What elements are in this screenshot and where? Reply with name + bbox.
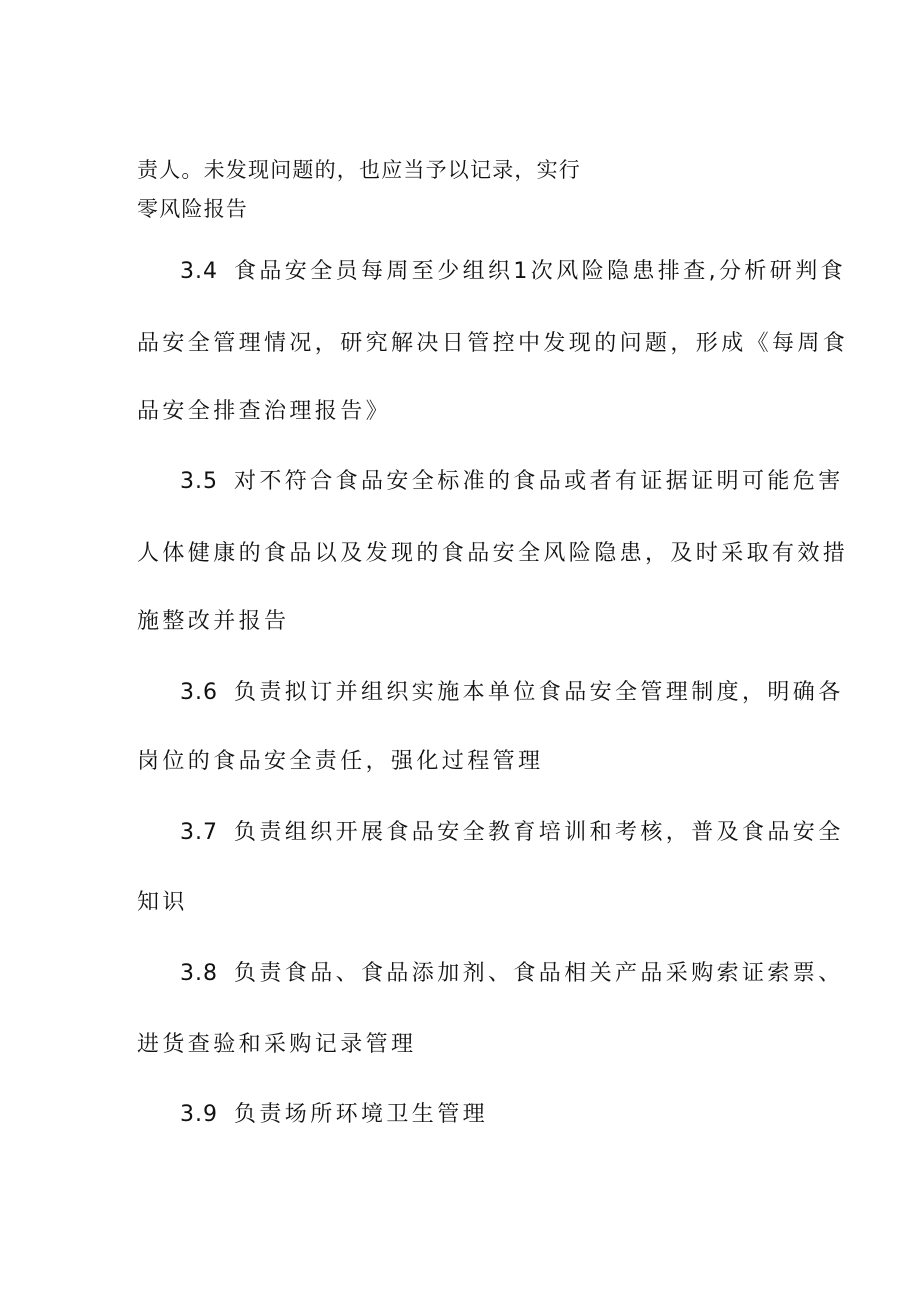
clause-text: 负责食品、食品添加剂、食品相关产品采购索证索票、 xyxy=(234,961,844,986)
clause-text: 对不符合食品安全标准的食品或者有证据证明可能危害 xyxy=(234,469,844,494)
clause-3-7-line-2: 知识 xyxy=(137,890,188,915)
clause-3-5-line-1 xyxy=(180,468,844,496)
clause-3-6-line-2: 岗位的食品安全责任，强化过程管理 xyxy=(137,749,544,774)
intro-line-2: 零风险报告 xyxy=(137,197,248,221)
clause-number: 3.4 xyxy=(180,259,218,284)
clause-number: 3.8 xyxy=(180,961,218,986)
clause-3-4-line-2: 品安全管理情况，研究解决日管控中发现的问题，形成《每周食 xyxy=(137,331,849,356)
clause-3-5-line-3: 施整改并报告 xyxy=(137,609,290,634)
clause-number: 3.9 xyxy=(180,1102,218,1127)
clause-text: 食品安全员每周至少组织1次风险隐患排查,分析研判食 xyxy=(234,259,846,284)
clause-3-6-line-1 xyxy=(180,679,844,707)
clause-3-9-line-1 xyxy=(180,1101,488,1129)
clause-text: 负责拟订并组织实施本单位食品安全管理制度，明确各 xyxy=(234,680,844,705)
clause-3-7-line-1 xyxy=(180,819,844,847)
clause-text: 负责组织开展食品安全教育培训和考核，普及食品安全 xyxy=(234,820,844,845)
clause-3-8-line-1 xyxy=(180,960,844,988)
clause-3-4-line-3: 品安全排查治理报告》 xyxy=(137,399,392,424)
clause-number: 3.5 xyxy=(180,469,218,494)
clause-text: 负责场所环境卫生管理 xyxy=(234,1102,489,1127)
clause-3-8-line-2: 进货查验和采购记录管理 xyxy=(137,1032,417,1057)
clause-number: 3.7 xyxy=(180,820,218,845)
clause-number: 3.6 xyxy=(180,680,218,705)
clause-3-5-line-2: 人体健康的食品以及发现的食品安全风险隐患，及时采取有效措 xyxy=(137,541,849,566)
intro-line-1: 责人。未发现问题的，也应当予以记录，实行 xyxy=(137,158,581,182)
clause-3-4-line-1 xyxy=(180,258,846,286)
